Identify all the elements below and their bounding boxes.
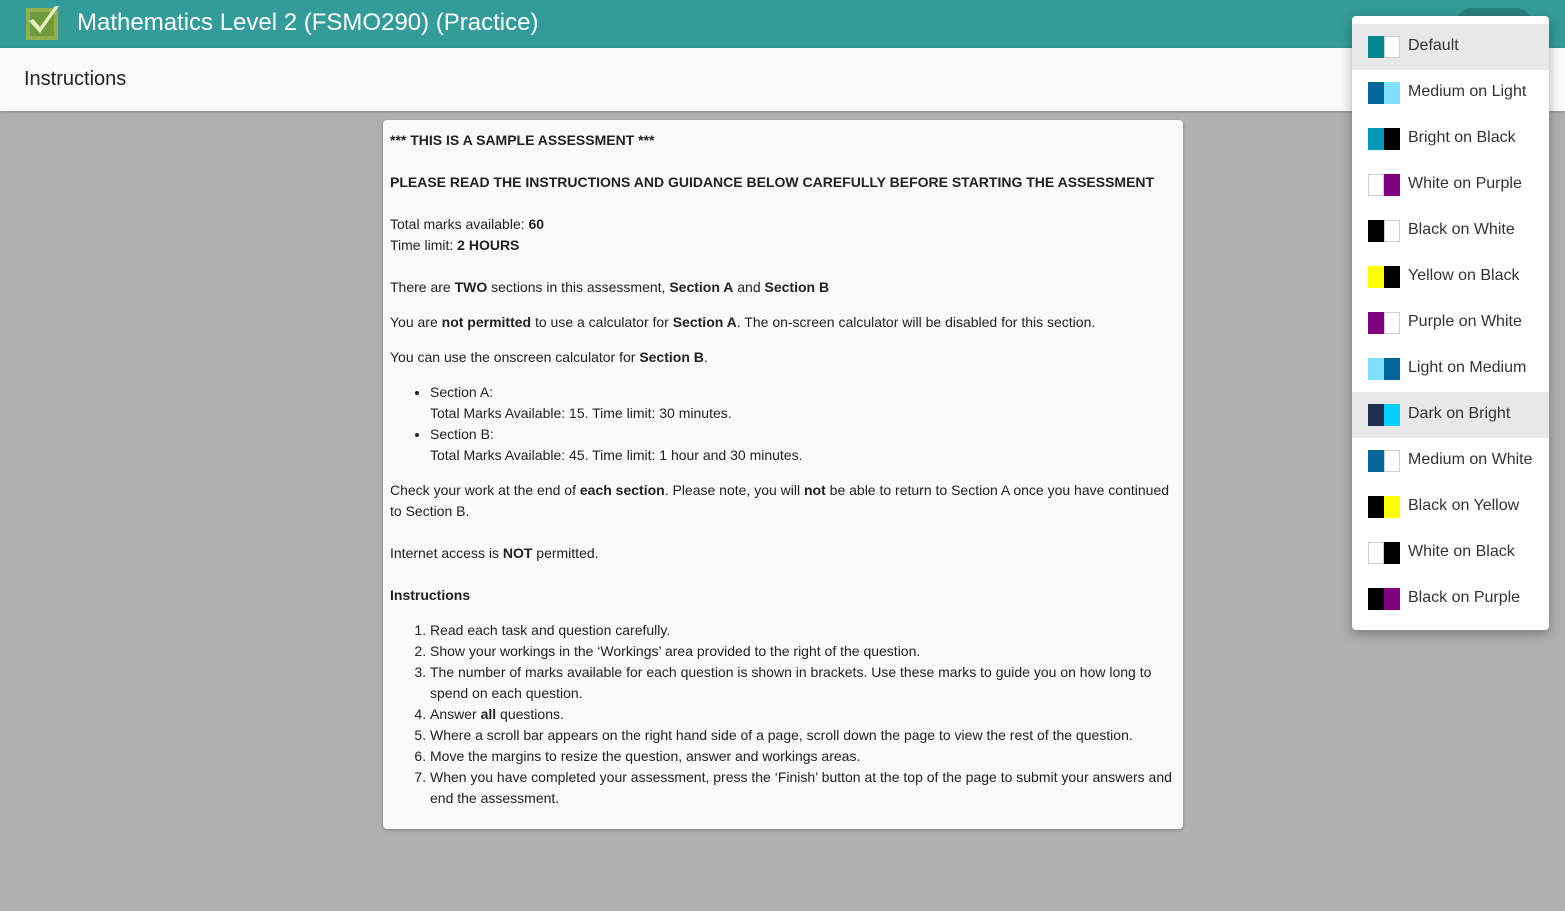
- check-work-notice: Check your work at the end of each section. Please note, you will not be able to return to Section A once you have continued to Section B.: [390, 482, 1170, 519]
- color-swatch-icon: [1368, 36, 1400, 58]
- sections-summary: There are TWO sections in this assessment, Section A and Section B: [390, 279, 830, 295]
- color-option-medium-on-white[interactable]: [1352, 438, 1549, 484]
- page-header: [0, 48, 1565, 111]
- color-option-medium-on-light[interactable]: [1352, 70, 1549, 116]
- color-option-label: Black on Purple: [1408, 589, 1521, 606]
- color-option-label: Yellow on Black: [1408, 267, 1520, 284]
- checkmark-logo-icon: [26, 6, 60, 40]
- color-swatch-icon: [1368, 128, 1400, 150]
- list-item: 4. Answer all questions.: [430, 704, 1176, 725]
- color-option-label: Black on White: [1408, 221, 1515, 238]
- instructions-list: [390, 620, 1176, 809]
- color-option-yellow-on-black[interactable]: [1352, 254, 1549, 300]
- color-option-default[interactable]: [1352, 24, 1549, 70]
- app-title: Mathematics Level 2 (FSMO290) (Practice): [77, 9, 539, 36]
- sections-list: [390, 382, 1176, 466]
- color-option-black-on-yellow[interactable]: [1352, 484, 1549, 530]
- list-item: 6. Move the margins to resize the question, answer and workings areas.: [430, 746, 1176, 767]
- color-option-dark-on-bright[interactable]: [1352, 392, 1549, 438]
- color-swatch-icon: [1368, 404, 1400, 426]
- color-swatch-icon: [1368, 588, 1400, 610]
- color-swatch-icon: [1368, 450, 1400, 472]
- total-marks: Total marks available: 60: [390, 216, 545, 232]
- color-option-light-on-medium[interactable]: [1352, 346, 1549, 392]
- color-swatch-icon: [1368, 358, 1400, 380]
- color-option-white-on-black[interactable]: [1352, 530, 1549, 576]
- color-swatch-icon: [1368, 312, 1400, 334]
- color-option-label: Purple on White: [1408, 313, 1522, 330]
- color-option-black-on-white[interactable]: [1352, 208, 1549, 254]
- color-option-label: Light on Medium: [1408, 359, 1527, 376]
- top-app-bar: [0, 0, 1565, 48]
- list-item: 5. Where a scroll bar appears on the right hand side of a page, scroll down the page to view the rest of the question.: [430, 725, 1176, 746]
- color-swatch-icon: [1368, 496, 1400, 518]
- instructions-heading: Instructions: [390, 587, 471, 603]
- color-option-label: Black on Yellow: [1408, 497, 1520, 514]
- color-option-label: Medium on Light: [1408, 83, 1527, 100]
- list-item: • Section B: Total Marks Available: 45. Time limit: 1 hour and 30 minutes.: [430, 424, 1176, 466]
- sample-notice: *** THIS IS A SAMPLE ASSESSMENT ***: [390, 132, 655, 148]
- color-option-purple-on-white[interactable]: [1352, 300, 1549, 346]
- color-option-label: White on Purple: [1408, 175, 1522, 192]
- calculator-section-a: You are not permitted to use a calculator for Section A. The on-screen calculator will be disabled for this section.: [390, 314, 1096, 330]
- color-option-label: White on Black: [1408, 543, 1515, 560]
- list-item: 2. Show your workings in the ‘Workings’ area provided to the right of the question.: [430, 641, 1176, 662]
- instructions-card: [383, 120, 1183, 829]
- color-option-label: Default: [1408, 37, 1459, 54]
- list-item: 1. Read each task and question carefully.: [430, 620, 1176, 641]
- color-swatch-icon: [1368, 82, 1400, 104]
- calculator-section-b: You can use the onscreen calculator for Section B.: [390, 349, 708, 365]
- color-swatch-icon: [1368, 266, 1400, 288]
- color-option-white-on-purple[interactable]: [1352, 162, 1549, 208]
- internet-notice: Internet access is NOT permitted.: [390, 545, 599, 561]
- color-option-label: Bright on Black: [1408, 129, 1516, 146]
- color-swatch-icon: [1368, 220, 1400, 242]
- color-swatch-icon: [1368, 174, 1400, 196]
- color-scheme-menu: [1352, 16, 1549, 630]
- color-option-bright-on-black[interactable]: [1352, 116, 1549, 162]
- list-item: 7. When you have completed your assessment, press the ‘Finish’ button at the top of the page to submit your answers and end the assessment.: [430, 767, 1176, 809]
- page-title: Instructions: [24, 68, 127, 90]
- list-item: • Section A: Total Marks Available: 15. Time limit: 30 minutes.: [430, 382, 1176, 424]
- color-swatch-icon: [1368, 542, 1400, 564]
- list-item: 3. The number of marks available for each question is shown in brackets. Use these marks to guide you on how long to spend on each question.: [430, 662, 1176, 704]
- read-carefully-notice: PLEASE READ THE INSTRUCTIONS AND GUIDANCE BELOW CAREFULLY BEFORE STARTING THE ASSESSMENT: [390, 174, 1155, 190]
- color-option-label: Dark on Bright: [1408, 405, 1511, 422]
- color-option-label: Medium on White: [1408, 451, 1533, 468]
- color-option-black-on-purple[interactable]: [1352, 576, 1549, 622]
- time-limit: Time limit: 2 HOURS: [390, 237, 520, 253]
